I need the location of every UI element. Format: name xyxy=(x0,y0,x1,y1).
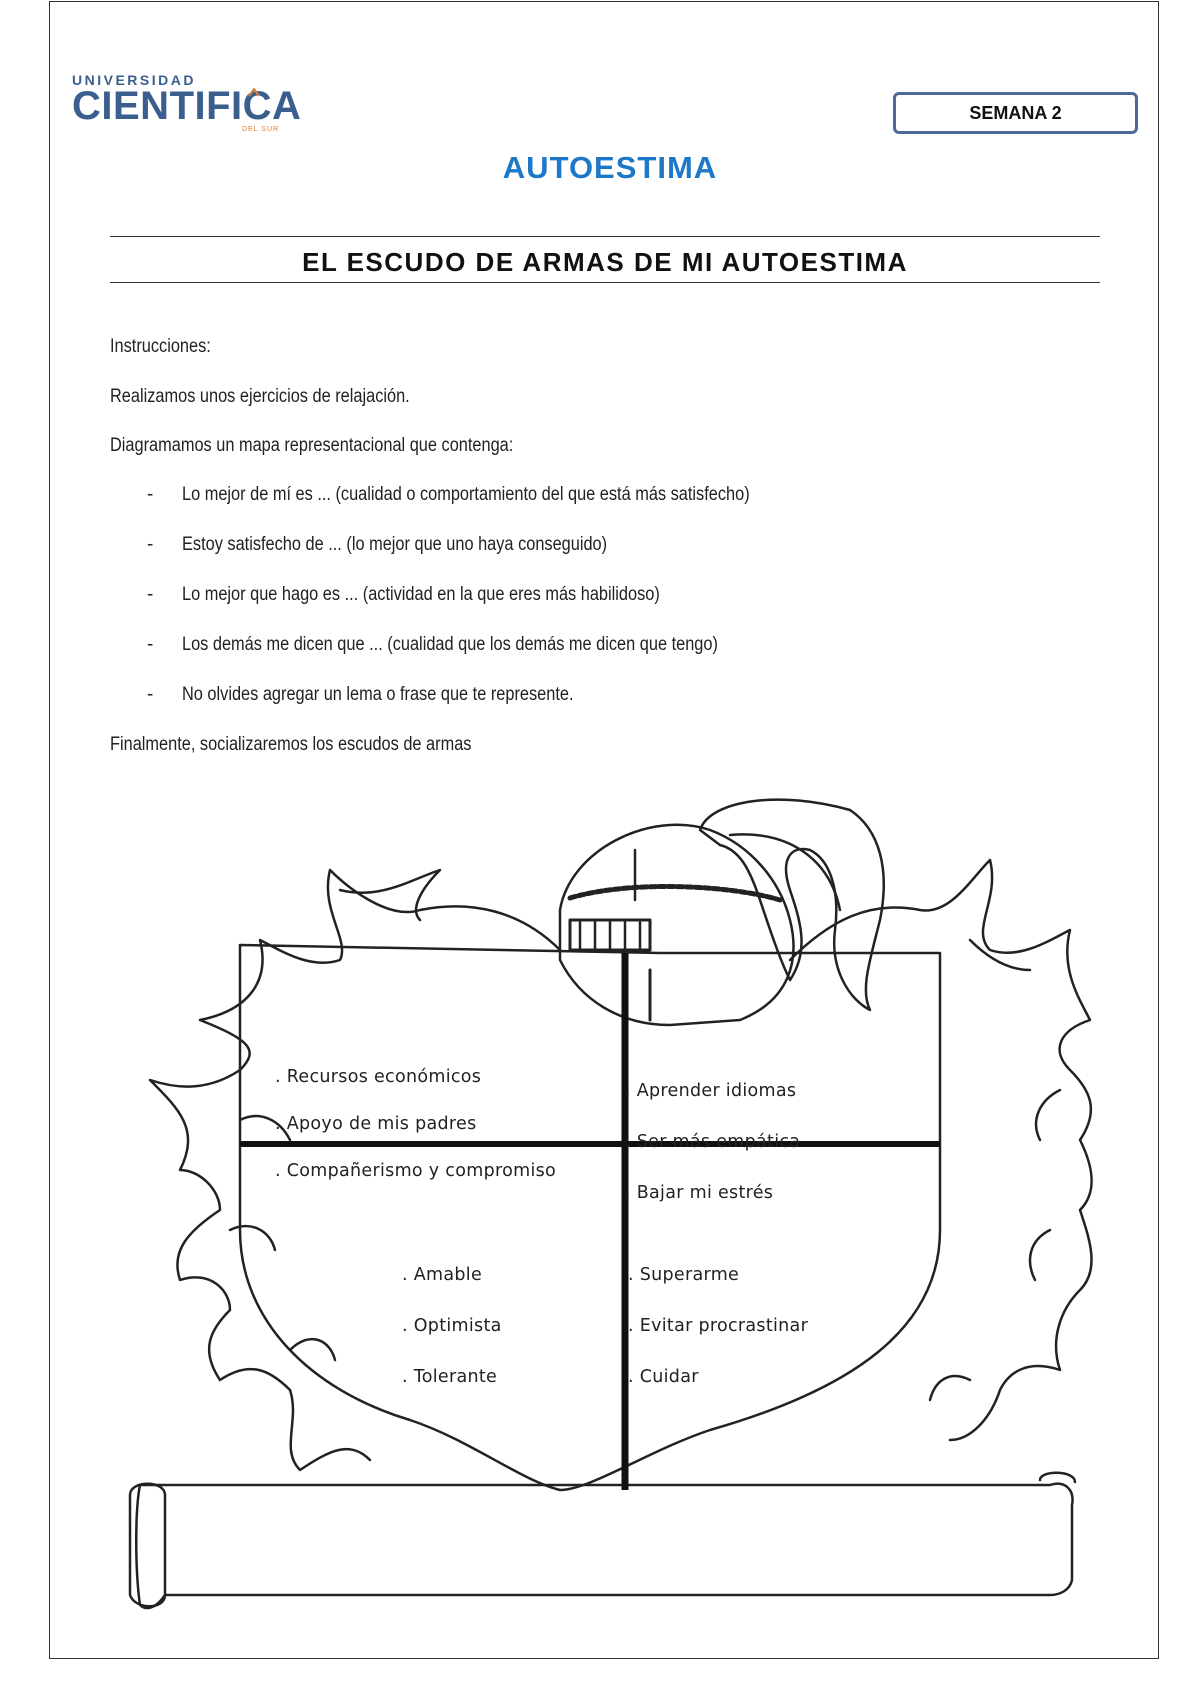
shield-top-left-item: . Compañerismo y compromiso xyxy=(275,1161,557,1181)
closing-line: Finalmente, socializaremos los escudos de armas xyxy=(110,734,472,755)
divider-top xyxy=(110,236,1100,237)
coat-of-arms-illustration xyxy=(90,790,1110,1640)
bullet-item: Lo mejor de mí es ... (cualidad o comportamiento del que está más satisfecho) xyxy=(182,484,750,505)
bullet-marker: - xyxy=(147,684,154,705)
logo-sub-text: DEL SUR xyxy=(242,126,280,133)
week-badge: SEMANA 2 xyxy=(893,92,1138,134)
instruction-line-2: Diagramamos un mapa representacional que contenga: xyxy=(110,435,514,456)
shield-top-left-item: . Recursos económicos xyxy=(275,1067,482,1087)
logo-accent-icon xyxy=(248,88,260,98)
plume-icon xyxy=(700,800,884,1010)
university-logo xyxy=(72,72,302,134)
bullet-item: Lo mejor que hago es ... (actividad en la que eres más habilidoso) xyxy=(182,584,660,605)
shield-top-right-item: . Aprender idiomas xyxy=(625,1081,797,1101)
shield-top-left-item: . Apoyo de mis padres xyxy=(275,1114,477,1134)
bullet-marker: - xyxy=(147,484,154,505)
bullet-item: No olvides agregar un lema o frase que te represente. xyxy=(182,684,574,705)
shield-bottom-left-item: . Tolerante xyxy=(402,1367,498,1387)
bullet-item: Los demás me dicen que ... (cualidad que los demás me dicen que tengo) xyxy=(182,634,718,655)
motto-scroll-icon xyxy=(136,1484,1072,1608)
logo-top-text: UNIVERSIDAD xyxy=(72,72,196,88)
instruction-line-1: Realizamos unos ejercicios de relajación. xyxy=(110,386,410,407)
shield-top-right-item: . Bajar mi estrés xyxy=(625,1183,774,1203)
bullet-marker: - xyxy=(147,584,154,605)
shield-bottom-right-item: . Evitar procrastinar xyxy=(628,1316,809,1336)
divider-bottom xyxy=(110,282,1100,283)
instructions-label: Instrucciones: xyxy=(110,336,211,357)
bullet-marker: - xyxy=(147,634,154,655)
logo-main-text: CIENTIFICA xyxy=(72,84,302,128)
bullet-item: Estoy satisfecho de ... (lo mejor que uno haya conseguido) xyxy=(182,534,608,555)
shield-bottom-right-item: . Superarme xyxy=(628,1265,740,1285)
shield-bottom-right-item: . Cuidar xyxy=(628,1367,699,1387)
shield-top-right-item: . Ser más empática xyxy=(625,1132,801,1152)
shield-outline xyxy=(240,945,940,1490)
shield-bottom-left-item: . Amable xyxy=(402,1265,483,1285)
shield-bottom-left-item: . Optimista xyxy=(402,1316,502,1336)
section-title: EL ESCUDO DE ARMAS DE MI AUTOESTIMA xyxy=(302,247,908,277)
page-title: AUTOESTIMA xyxy=(502,150,718,185)
bullet-marker: - xyxy=(147,534,154,555)
